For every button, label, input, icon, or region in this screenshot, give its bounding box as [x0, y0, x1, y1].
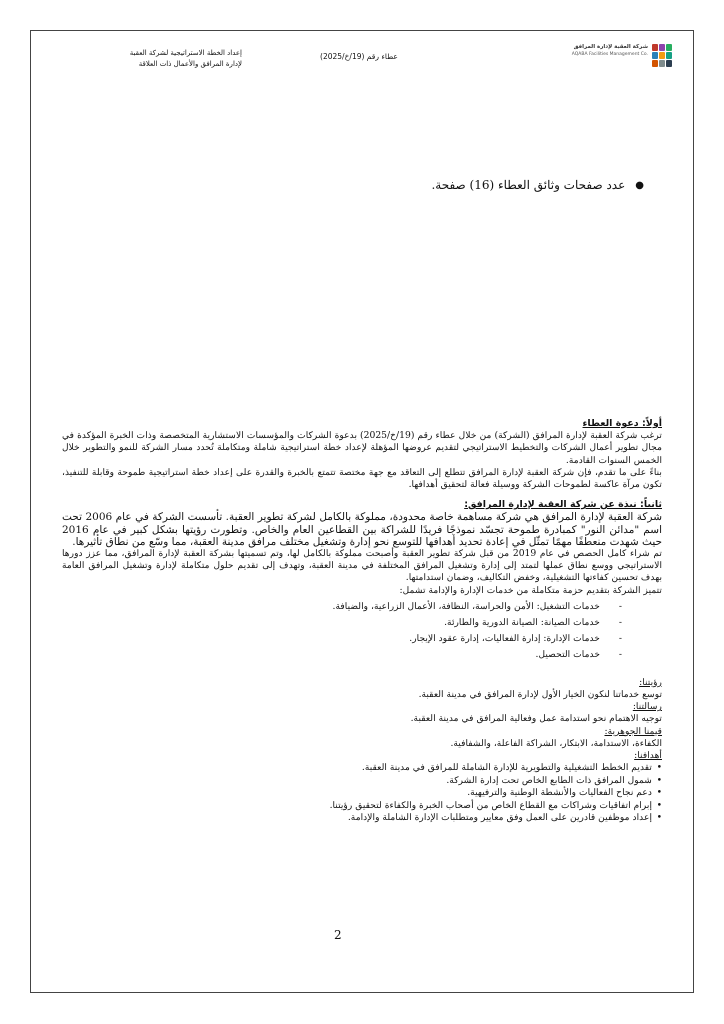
section2-title: ثانياً: نبذة عن شركة العقبة لإدارة المرافق:: [464, 499, 662, 511]
services-list: [62, 599, 662, 663]
page-header: [30, 38, 694, 78]
page-count-text: عدد صفحات وثائق العطاء (16) صفحة.: [431, 178, 626, 192]
list-item: • تقديم الخطط التشغيلية والتطويرية للإدارة الشاملة للمرافق في مدينة العقبة.: [62, 762, 662, 775]
list-item: - خدمات الإدارة: إدارة الفعاليات، إدارة عقود الإيجار.: [62, 631, 622, 647]
section1-title: أولاً: دعوة العطاء: [582, 418, 662, 429]
section1-paragraph-1: ترغب شركة العقبة لإدارة المرافق (الشركة) من خلال عطاء رقم (19/خ/2025) بدعوة الشركات والمؤسسات الاستشارية المتخصصة وذات الخبرة المؤكدة في مجال تطوير أعمال الشركات والتخطيط الاستراتيجي لتقديم عروضها المؤهلة لإعداد خطة استراتيجية شاملة ومتكاملة تُحدد مسار الشركة للنمو والتطوير خلال الخمس السنوات القادمة.: [62, 430, 662, 466]
vision-block: [62, 677, 662, 825]
logo-mark-icon: [652, 44, 672, 67]
list-item: • شمول المرافق ذات الطابع الخاص تحت إدارة الشركة.: [62, 775, 662, 788]
logo-english-name: AQABA Facilities Management Co.: [571, 52, 648, 57]
list-item: • إعداد موظفين قادرين على العمل وفق معايير ومتطلبات الإدارة الشاملة والإدامة.: [62, 812, 662, 825]
section2-paragraph-2: تم شراء كامل الحصص في عام 2019 من قبل شركة تطوير العقبة وأصبحت مملوكة بالكامل لها، وتم تسميتها بشركة العقبة لإدارة المرافق، مما عزز دورها الاستراتيجي ووسع نطاق عملها لتمتد إلى إدارة وتشغيل المرافق المختلفة في مدينة العقبة، وتهدف إلى تقديم حلول متكاملة لإدارة وتشغيل المرافق العامة بهدف تحسين كفاءتها التشغيلية، وخفض التكاليف، وضمان استدامتها.: [62, 548, 662, 584]
vision-text: توسع خدماتنا لنكون الخيار الأول لإدارة المرافق في مدينة العقبة.: [418, 689, 662, 701]
list-item: - خدمات الصيانة: الصيانة الدورية والطارئة.: [62, 615, 622, 631]
list-item: - خدمات التحصيل.: [62, 647, 622, 663]
values-title: قيمنا الجوهرية:: [604, 725, 662, 737]
mission-title: رسالتنا:: [632, 701, 662, 713]
header-project-title: إعداد الخطة الاستراتيجية لشركة العقبة لإدارة المرافق والأعمال ذات العلاقة: [129, 49, 242, 68]
values-text: الكفاءة، الاستدامة، الابتكار، الشراكة الفاعلة، والشفافية.: [450, 737, 662, 749]
document-body: [62, 418, 662, 825]
section1-paragraph-2: بناءً على ما تقدم، فإن شركة العقبة لإدارة المرافق تتطلع إلى التعاقد مع جهة مختصة تتمتع بالخبرة والقدرة على إعداد خطة استراتيجية طموحة وقابلة للتنفيذ، تكون مرآة عاكسة لطموحات الشركة ووسيلة فعالة لتحقيق أهدافها.: [62, 466, 662, 491]
bullet-icon: ●: [635, 179, 644, 191]
page-count-bullet: [431, 178, 644, 192]
logo-arabic-name: شركة العقبة لإدارة المرافق: [573, 44, 648, 50]
tender-number: عطاء رقم (19/خ/2025): [320, 52, 398, 61]
section2-paragraph-3: تتميز الشركة بتقديم حزمة متكاملة من خدمات الإدارة والإدامة تشمل:: [399, 584, 662, 596]
list-item: • دعم نجاح الفعاليات والأنشطة الوطنية والترفيهية.: [62, 787, 662, 800]
goals-list: [62, 762, 662, 825]
list-item: - خدمات التشغيل: الأمن والحراسة، النظافة، الأعمال الزراعية، والضيافة.: [62, 599, 622, 615]
goals-title: أهدافنا:: [634, 750, 662, 762]
list-item: • إبرام اتفاقيات وشراكات مع القطاع الخاص من أصحاب الخبرة والكفاءة لتحقيق رؤيتنا.: [62, 800, 662, 813]
vision-title: رؤيتنا:: [639, 676, 662, 688]
mission-text: توجيه الاهتمام نحو استدامة عمل وفعالية المرافق في مدينة العقبة.: [410, 713, 662, 725]
section2-paragraph-1: شركة العقبة لإدارة المرافق هي شركة مساهمة خاصة محدودة، مملوكة بالكامل لشركة تطوير العقبة. تأسست الشركة في عام 2006 تحت اسم "مدائن النور" كمبادرة طموحة تجسّد نموذجًا فريدًا للشراكة بين القطاعين العام والخاص. وتطورت رؤيتها بشكل كبير في عام 2016 حيث شهدت منعطفًا مهمًا تمثّل في إعادة تحديد أهدافها للتوسع نحو إدارة وتشغيل مختلف مرافق مدينة العقبة، مما وسّع من نطاق تأثيرها.: [62, 511, 662, 548]
company-logo: [572, 44, 672, 67]
page-number: 2: [334, 928, 342, 942]
